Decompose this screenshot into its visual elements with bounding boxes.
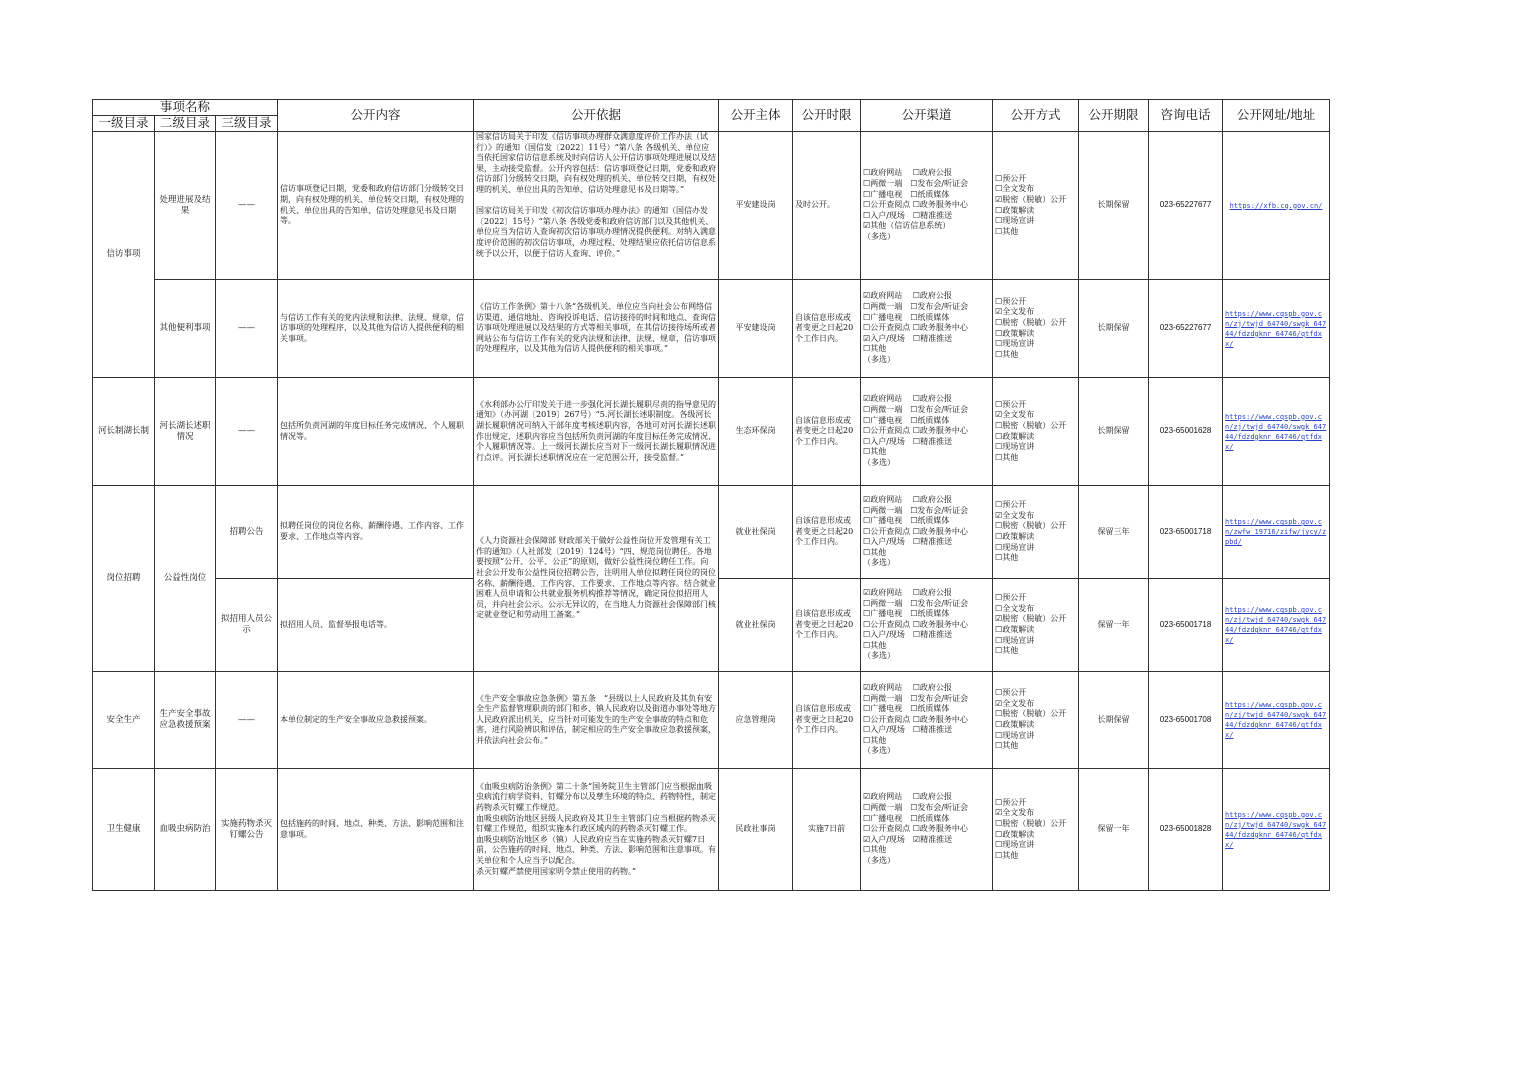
url-link[interactable]: https://www.cqspb.gov.cn/zwfw_19716/zifw/jycy/zpbd/ — [1225, 518, 1327, 546]
phone-cell: 023-65001718 — [1149, 486, 1223, 579]
level3-cell: 实施药物杀灭钉螺公告 — [216, 769, 278, 891]
channel-cell: ☑政府网站 ☐政府公报 ☐两微一端 ☐发布会/听证会 ☐广播电视 ☐纸质媒体 ☐公开查阅点 ☐政务服务中心 ☑入户/现场 ☐精准推送 ☐其他 （多选） — [863, 291, 969, 364]
period-cell: 长期保留 — [1079, 672, 1149, 769]
header-channel: 公开渠道 — [861, 100, 993, 132]
header-phone: 咨询电话 — [1149, 100, 1223, 132]
method-cell: ☐预公开 ☐全文发布 ☑脱密（脱敏）公开 ☐政策解读 ☐现场宣讲 ☐其他 — [995, 173, 1067, 236]
basis-cell: 《血吸虫病防治条例》第二十条“国务院卫生主管部门应当根据血吸虫病流行病学资料、钉螺分布以及孳生环境的特点、药物特性，制定药物杀灭钉螺工作规范。 血吸虫病防治地区县级人民政府及其卫生主管部门应当根据药物杀灭钉螺工作规范，组织实施本行政区域内的药物杀灭钉螺工作。 血吸虫病防治地区乡（镇）人民政府应当在实施药物杀灭钉螺7日前，公告施药的时间、地点、种类、方法、影响范围和注意事项。有关单位和个人应当予以配合。 杀灭钉螺严禁使用国家明令禁止使用的药物。” — [476, 781, 717, 876]
header-level3: 三级目录 — [216, 116, 278, 132]
header-time-limit: 公开时限 — [793, 100, 861, 132]
url-link[interactable]: https://www.cqspb.gov.cn/zj/twjd_64740/swgk_64744/fdzdgknr_64746/qtfdxx/ — [1225, 309, 1327, 348]
phone-cell: 023-65227677 — [1149, 280, 1223, 378]
header-item-name: 事项名称 — [93, 100, 278, 116]
method-cell: ☐预公开 ☑全文发布 ☐脱密（脱敏）公开 ☐政策解读 ☐现场宣讲 ☐其他 — [995, 797, 1067, 860]
method-cell: ☐预公开 ☐全文发布 ☑脱密（脱敏）公开 ☐政策解读 ☐现场宣讲 ☐其他 — [995, 593, 1067, 656]
method-cell: ☐预公开 ☑全文发布 ☐脱密（脱敏）公开 ☐政策解读 ☐现场宣讲 ☐其他 — [995, 500, 1067, 563]
subject-cell: 生态环保岗 — [719, 378, 793, 486]
disclosure-table — [92, 99, 1330, 891]
period-cell: 长期保留 — [1079, 132, 1149, 280]
basis-cell: 《水利部办公厅印发关于进一步强化河长湖长履职尽责的指导意见的通知》（办河湖〔2019〕267号）“5.河长湖长述职制度。各级河长湖长履职情况可纳入干部年度考核述职内容，各地可对河长湖长述职作出规定，述职内容应当包括所负责河湖的年度目标任务完成情况、个人履职情况等。上一级河长湖长应当对下一级河长湖长履职情况进行点评。河长湖长述职情况应在一定范围公开，接受监督。” — [476, 399, 717, 462]
content-cell: 拟招用人员、监督举报电话等。 — [278, 579, 474, 672]
channel-cell: ☑政府网站 ☐政府公报 ☐两微一端 ☐发布会/听证会 ☐广播电视 ☐纸质媒体 ☐公开查阅点 ☐政务服务中心 ☐入户/现场 ☐精准推送 ☐其他 （多选） — [863, 587, 969, 661]
level3-cell: 拟招用人员公示 — [216, 579, 278, 672]
header-level1: 一级目录 — [93, 116, 155, 132]
level3-cell: —— — [216, 132, 278, 280]
phone-cell: 023-65001628 — [1149, 378, 1223, 486]
time-limit-cell: 自该信息形成或者变更之日起20个工作日内。 — [793, 378, 861, 486]
content-cell: 拟聘任岗位的岗位名称、薪酬待遇、工作内容、工作要求、工作地点等内容。 — [278, 486, 474, 579]
content-cell: 本单位制定的生产安全事故应急救援预案。 — [278, 672, 474, 769]
time-limit-cell: 及时公开。 — [793, 132, 861, 280]
period-cell: 保留一年 — [1079, 769, 1149, 891]
phone-cell: 023-65001718 — [1149, 579, 1223, 672]
content-cell: 信访事项登记日期，党委和政府信访部门分级转交日期，向有权处理的机关、单位转交日期，有权处理的机关、单位出具的告知单、信访处理意见书及日期等。 — [278, 132, 474, 280]
header-url: 公开网址/地址 — [1223, 100, 1330, 132]
period-cell: 长期保留 — [1079, 378, 1149, 486]
table-row — [93, 486, 1330, 579]
period-cell: 长期保留 — [1079, 280, 1149, 378]
level3-cell: 招聘公告 — [216, 486, 278, 579]
content-cell: 与信访工作有关的党内法规和法律、法规、规章，信访事项的处理程序，以及其他为信访人提供便利的相关事项。 — [278, 280, 474, 378]
period-cell: 保留一年 — [1079, 579, 1149, 672]
channel-cell: ☐政府网站 ☐政府公报 ☐两微一端 ☐发布会/听证会 ☐广播电视 ☐纸质媒体 ☐公开查阅点 ☐政务服务中心 ☐入户/现场 ☐精准推送 ☑其他（信访信息系统） （多选） — [863, 168, 969, 241]
content-cell: 包括所负责河湖的年度目标任务完成情况、个人履职情况等。 — [278, 378, 474, 486]
url-link[interactable]: https://www.cqspb.gov.cn/zj/twjd_64740/swgk_64744/fdzdgknr_64746/qtfdxx/ — [1225, 701, 1327, 739]
level3-cell: —— — [216, 378, 278, 486]
level1-cell: 河长制湖长制 — [93, 378, 155, 486]
level2-cell: 生产安全事故应急救援预案 — [155, 672, 216, 769]
url-link[interactable]: https://www.cqspb.gov.cn/zj/twjd_64740/swgk_64744/fdzdgknr_64746/qtfdxx/ — [1225, 606, 1327, 644]
content-cell: 包括施药的时间、地点、种类、方法、影响范围和注意事项。 — [278, 769, 474, 891]
subject-cell: 应急管理岗 — [719, 672, 793, 769]
level2-cell: 血吸虫病防治 — [155, 769, 216, 891]
subject-cell: 平安建设岗 — [719, 132, 793, 280]
period-cell: 保留三年 — [1079, 486, 1149, 579]
level2-cell: 公益性岗位 — [155, 486, 216, 672]
channel-cell: ☑政府网站 ☐政府公报 ☐两微一端 ☐发布会/听证会 ☐广播电视 ☐纸质媒体 ☐公开查阅点 ☐政务服务中心 ☐入户/现场 ☐精准推送 ☐其他 （多选） — [863, 394, 969, 467]
level3-cell: —— — [216, 672, 278, 769]
level1-cell: 安全生产 — [93, 672, 155, 769]
subject-cell: 就业社保岗 — [719, 579, 793, 672]
level1-cell: 岗位招聘 — [93, 486, 155, 672]
table-row — [93, 132, 1330, 280]
basis-cell: 《信访工作条例》第十八条“各级机关、单位应当向社会公布网络信访渠道、通信地址、咨询投诉电话、信访接待的时间和地点、查询信访事项处理进展以及结果的方式等相关事项，在其信访接待场所或者网站公布与信访工作有关的党内法规和法律、法规、规章，信访事项的处理程序，以及其他为信访人提供便利的相关事项。” — [476, 302, 717, 354]
subject-cell: 平安建设岗 — [719, 280, 793, 378]
level2-cell: 河长湖长述职情况 — [155, 378, 216, 486]
header-method: 公开方式 — [993, 100, 1079, 132]
time-limit-cell: 自该信息形成或者变更之日起20个工作日内。 — [793, 672, 861, 769]
level1-cell: 信访事项 — [93, 132, 155, 378]
time-limit-cell: 自该信息形成或者变更之日起20个工作日内。 — [793, 486, 861, 579]
level2-cell: 其他便利事项 — [155, 280, 216, 378]
time-limit-cell: 自该信息形成或者变更之日起20个工作日内。 — [793, 579, 861, 672]
subject-cell: 民政社事岗 — [719, 769, 793, 891]
header-subject: 公开主体 — [719, 100, 793, 132]
time-limit-cell: 实施7日前 — [793, 769, 861, 891]
method-cell: ☐预公开 ☑全文发布 ☐脱密（脱敏）公开 ☐政策解读 ☐现场宣讲 ☐其他 — [995, 296, 1067, 359]
table-row — [93, 280, 1330, 378]
url-link[interactable]: https://www.cqspb.gov.cn/zj/twjd_64740/swgk_64744/fdzdgknr_64746/qtfdxx/ — [1225, 810, 1327, 849]
table-row — [93, 378, 1330, 486]
basis-cell: 《生产安全事故应急条例》第五条 “县级以上人民政府及其负有安全生产监督管理职责的部门和乡、镇人民政府以及街道办事处等地方人民政府派出机关，应当针对可能发生的生产安全事故的特点和危害，进行风险辨识和评估，制定相应的生产安全事故应急救援预案，并依法向社会公布。” — [476, 693, 717, 745]
phone-cell: 023-65001828 — [1149, 769, 1223, 891]
phone-cell: 023-65227677 — [1149, 132, 1223, 280]
table-row — [93, 672, 1330, 769]
level2-cell: 处理进展及结果 — [155, 132, 216, 280]
url-link[interactable]: https://www.cqspb.gov.cn/zj/twjd_64740/swgk_64744/fdzdgknr_64746/qtfdxx/ — [1225, 412, 1327, 451]
method-cell: ☐预公开 ☑全文发布 ☐脱密（脱敏）公开 ☐政策解读 ☐现场宣讲 ☐其他 — [995, 399, 1067, 462]
subject-cell: 就业社保岗 — [719, 486, 793, 579]
table-row — [93, 769, 1330, 891]
header-level2: 二级目录 — [155, 116, 216, 132]
basis-cell: 《人力资源社会保障部 财政部关于做好公益性岗位开发管理有关工作的通知》（人社部发〔2019〕124号）“四、规范岗位聘任。各地要按照“公开、公平、公正”的原则，做好公益性岗位聘任工作。向社会公开发布公益性岗位招聘公告，注明用人单位拟聘任岗位的岗位名称、薪酬待遇、工作内容、工作要求、工作地点等内容。结合就业困难人员申请和公共就业服务机构推荐等情况，确定岗位拟招用人员，并向社会公示。公示无异议的，在当地人力资源社会保障部门核定就业登记和劳动用工备案。” — [476, 536, 717, 620]
header-basis: 公开依据 — [474, 100, 719, 132]
channel-cell: ☑政府网站 ☐政府公报 ☐两微一端 ☐发布会/听证会 ☐广播电视 ☐纸质媒体 ☐公开查阅点 ☐政务服务中心 ☐入户/现场 ☐精准推送 ☐其他 （多选） — [863, 494, 969, 568]
channel-cell: ☑政府网站 ☐政府公报 ☐两微一端 ☐发布会/听证会 ☐广播电视 ☐纸质媒体 ☐公开查阅点 ☐政务服务中心 ☑入户/现场 ☑精准推送 ☐其他 （多选） — [863, 792, 969, 865]
basis-cell: 国家信访局关于印发《信访事项办理群众满意度评价工作办法（试行）》的通知（国信发〔2022〕11号）“第八条 各级机关、单位应当依托国家信访信息系统及时向信访人公开信访事项处理进展以及结果，主动接受监督。公开内容包括：信访事项登记日期，党委和政府信访部门分级转交日期，向有权处理的机关、单位转交日期，有权处理的机关、单位出具的告知单、信访处理意见书及日期等。” 国家信访局关于印发《初次信访事项办理办法》的通知（国信办发〔2022〕15号）“第八条 各级党委和政府信访部门以及其他机关、单位应当为信访人查询初次信访事项办理情况提供便利。对纳入满意度评价范围的初次信访事项，办理过程、处理结果应依托信访信息系统予以公开，以便于信访人查询、评价。” — [476, 132, 717, 258]
channel-cell: ☑政府网站 ☐政府公报 ☐两微一端 ☐发布会/听证会 ☐广播电视 ☐纸质媒体 ☐公开查阅点 ☐政务服务中心 ☐入户/现场 ☐精准推送 ☐其他 （多选） — [863, 682, 969, 756]
level1-cell: 卫生健康 — [93, 769, 155, 891]
header-period: 公开期限 — [1079, 100, 1149, 132]
time-limit-cell: 自该信息形成或者变更之日起20个工作日内。 — [793, 280, 861, 378]
header-content: 公开内容 — [278, 100, 474, 132]
phone-cell: 023-65001708 — [1149, 672, 1223, 769]
url-link[interactable]: https://xfb.cq.gov.cn/ — [1229, 201, 1323, 210]
level3-cell: —— — [216, 280, 278, 378]
method-cell: ☐预公开 ☑全文发布 ☐脱密（脱敏）公开 ☐政策解读 ☐现场宣讲 ☐其他 — [995, 688, 1067, 751]
